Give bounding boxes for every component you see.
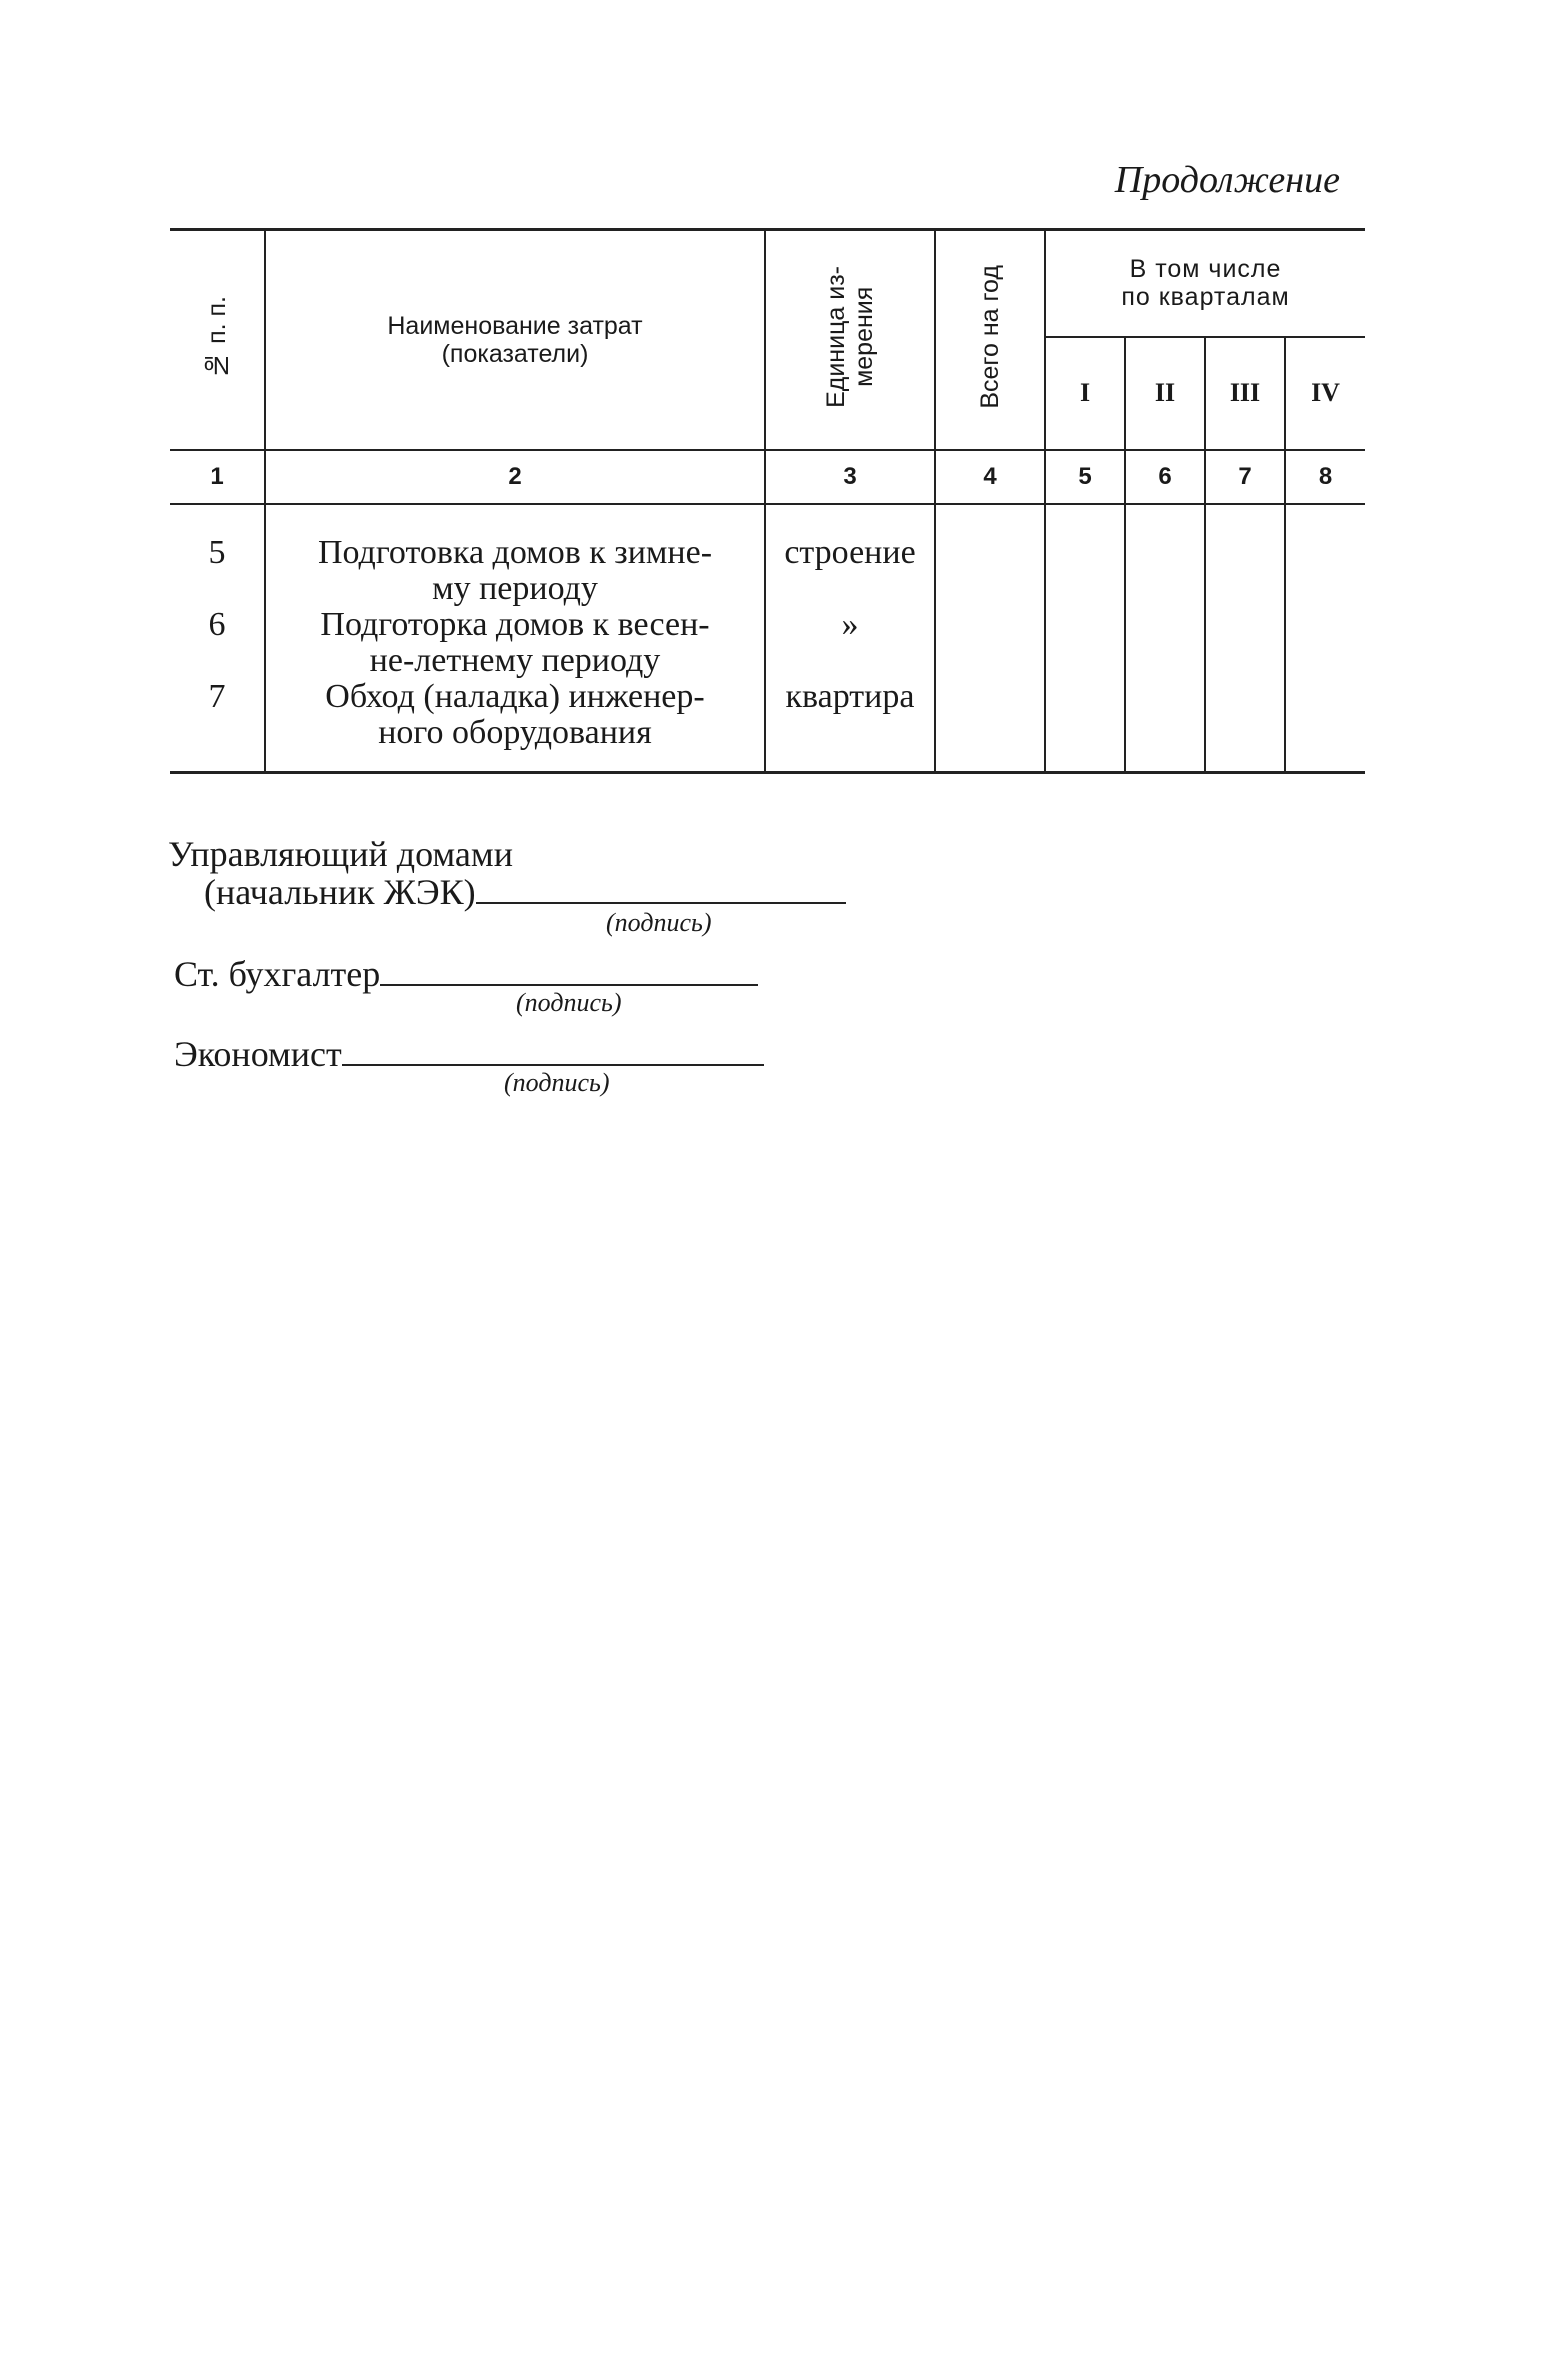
row-name: Подготорка домов к весен- не-летнему периоду: [265, 607, 765, 679]
row-name: Обход (наладка) инженер- ного оборудования: [265, 679, 765, 773]
col-header-q3: III: [1205, 337, 1285, 450]
column-number-row: [170, 450, 1365, 504]
col-header-unit: Единица из- мерения: [765, 230, 935, 451]
col-header-name: Наименование затрат (показатели): [265, 230, 765, 451]
accountant-signature-block: [174, 955, 758, 993]
col-header-q1: I: [1045, 337, 1125, 450]
row-q2: [1125, 504, 1205, 607]
cost-table-container: [170, 228, 1365, 774]
column-number: 6: [1125, 450, 1205, 504]
col-header-q2: II: [1125, 337, 1205, 450]
col-header-quarters: В том числе по кварталам: [1045, 230, 1365, 337]
manager-subtitle: (начальник ЖЭК): [204, 872, 476, 912]
row-q1: [1045, 607, 1125, 679]
economist-signature-block: [174, 1035, 764, 1073]
row-q1: [1045, 679, 1125, 773]
continuation-label: Продолжение: [1114, 159, 1340, 201]
cost-table: [170, 228, 1365, 774]
row-total: [935, 679, 1045, 773]
row-number: 6: [170, 607, 265, 679]
col-header-number: № п. п.: [170, 230, 265, 451]
row-q1: [1045, 504, 1125, 607]
row-unit: »: [765, 607, 935, 679]
row-q2: [1125, 679, 1205, 773]
row-total: [935, 607, 1045, 679]
row-number: 5: [170, 504, 265, 607]
column-number: 7: [1205, 450, 1285, 504]
row-q3: [1205, 504, 1285, 607]
accountant-label: Ст. бухгалтер: [174, 954, 381, 994]
row-unit: квартира: [765, 679, 935, 773]
accountant-signature-line: [380, 982, 758, 986]
manager-title: Управляющий домами: [168, 834, 513, 874]
economist-signature-caption: (подпись): [504, 1068, 610, 1097]
table-row: [170, 607, 1365, 679]
col-header-q4: IV: [1285, 337, 1365, 450]
row-q3: [1205, 607, 1285, 679]
row-unit: строение: [765, 504, 935, 607]
column-number: 2: [265, 450, 765, 504]
table-row: [170, 504, 1365, 607]
row-number: 7: [170, 679, 265, 773]
row-q2: [1125, 607, 1205, 679]
column-number: 1: [170, 450, 265, 504]
col-header-total: Всего на год: [935, 230, 1045, 451]
manager-signature-block: [168, 835, 846, 911]
column-number: 8: [1285, 450, 1365, 504]
row-q3: [1205, 679, 1285, 773]
table-row: [170, 679, 1365, 773]
manager-signature-caption: (подпись): [606, 908, 712, 937]
manager-line: [168, 873, 846, 911]
column-number: 3: [765, 450, 935, 504]
row-q4: [1285, 504, 1365, 607]
row-total: [935, 504, 1045, 607]
manager-signature-line: [476, 900, 846, 904]
accountant-signature-caption: (подпись): [516, 988, 622, 1017]
economist-signature-line: [342, 1062, 764, 1066]
column-number: 4: [935, 450, 1045, 504]
row-q4: [1285, 679, 1365, 773]
row-q4: [1285, 607, 1365, 679]
economist-label: Экономист: [174, 1034, 342, 1074]
column-number: 5: [1045, 450, 1125, 504]
row-name: Подготовка домов к зимне- му периоду: [265, 504, 765, 607]
